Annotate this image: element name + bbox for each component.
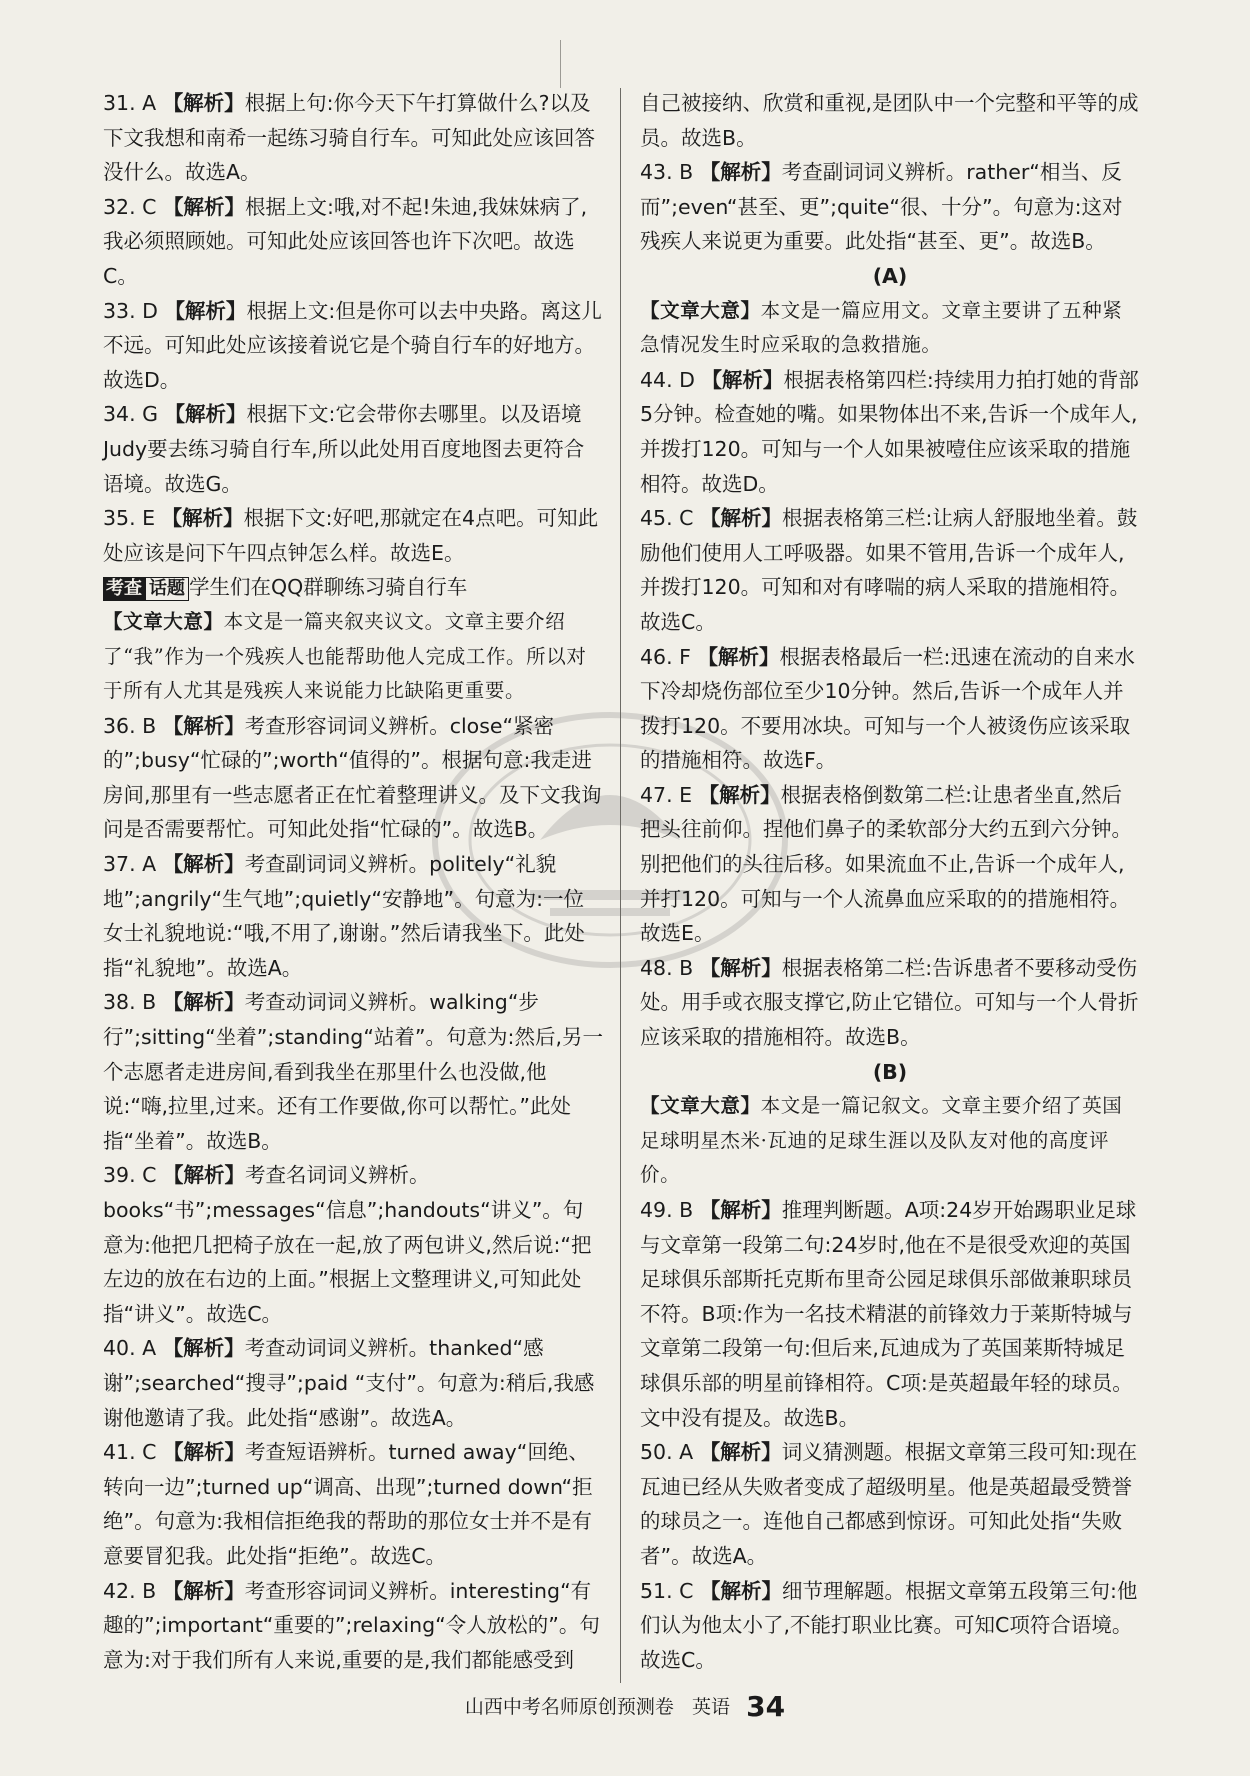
footer-subject: 英语 bbox=[692, 1696, 731, 1718]
analysis-tag: 【解析】 bbox=[162, 713, 245, 738]
page-footer bbox=[0, 1690, 1250, 1723]
analysis-text: 细节理解题。根据文章第五段第三句:他们认为他太小了,不能打职业比赛。可知C项符合语境。故选C。 bbox=[640, 1578, 1138, 1672]
answer-item bbox=[640, 1193, 1140, 1435]
analysis-text: 根据下文:好吧,那就定在4点吧。可知此处应该是问下午四点钟怎么样。故选E。 bbox=[103, 506, 599, 565]
answer-item bbox=[103, 847, 603, 985]
analysis-text: 考查形容词词义辨析。interesting“有趣的”;important“重要的”;relaxing“令人放松的”。句意为:对于我们所有人来说,重要的是,我们都能感受到 bbox=[103, 1578, 600, 1672]
analysis-text: 词义猜测题。根据文章第三段可知:现在瓦迪已经从失败者变成了超级明星。他是英超最受赞誉的球员之一。连他自己都感到惊讶。可知此处指“失败者”。故选A。 bbox=[640, 1440, 1138, 1568]
answer-item bbox=[103, 190, 603, 294]
answer-number: 34. G bbox=[103, 402, 159, 427]
answer-number: 37. A bbox=[103, 852, 157, 877]
column-divider bbox=[620, 88, 621, 1683]
answer-number: 32. C bbox=[103, 194, 157, 219]
analysis-tag: 【解析】 bbox=[699, 1198, 782, 1222]
topic-badge: 考查 bbox=[103, 577, 145, 601]
analysis-tag: 【解析】 bbox=[162, 1578, 245, 1603]
analysis-text: 根据表格倒数第二栏:让患者坐直,然后把头往前仰。捏他们鼻子的柔软部分大约五到六分钟。别把他们的头往后移。如果流血不止,告诉一个成年人,并打120。可知与一个人流鼻血应采取的的措施相符。故选E。 bbox=[640, 782, 1132, 946]
continued-text: 自己被接纳、欣赏和重视,是团队中一个完整和平等的成员。故选B。 bbox=[640, 91, 1139, 150]
analysis-text: 根据上句:你今天下午打算做什么?以及下文我想和南希一起练习骑自行车。可知此处应该回答没什么。故选A。 bbox=[103, 91, 595, 185]
summary-label: 【文章大意】 bbox=[640, 298, 761, 322]
answer-number: 45. C bbox=[640, 506, 694, 531]
analysis-tag: 【解析】 bbox=[699, 1578, 782, 1603]
answer-number: 41. C bbox=[103, 1440, 157, 1465]
summary-text: 本文是一篇夹叙夹议文。文章主要介绍了“我”作为一个残疾人也能帮助他人完成工作。所以对于所有人尤其是残疾人来说能力比缺陷更重要。 bbox=[103, 609, 587, 703]
answer-number: 33. D bbox=[103, 298, 158, 323]
analysis-tag: 【解析】 bbox=[699, 506, 782, 531]
answer-number: 47. E bbox=[640, 782, 693, 807]
answer-number: 38. B bbox=[103, 990, 157, 1015]
analysis-text: 根据下文:它会带你去哪里。以及语境Judy要去练习骑自行车,所以此处用百度地图去更符合语境。故选G。 bbox=[103, 402, 585, 496]
analysis-text: 根据表格最后一栏:迅速在流动的自来水下冷却烧伤部位至少10分钟。然后,告诉一个成年人并拨打120。不要用冰块。可知与一个人被烫伤应该采取的措施相符。故选F。 bbox=[640, 644, 1135, 773]
answer-item bbox=[103, 397, 603, 501]
analysis-text: 根据上文:但是你可以去中央路。离这儿不远。可知此处应该接着说它是个骑自行车的好地方。故选D。 bbox=[103, 298, 602, 392]
answer-number: 50. A bbox=[640, 1440, 694, 1465]
answer-number: 44. D bbox=[640, 367, 695, 392]
answer-item bbox=[103, 1435, 603, 1573]
analysis-text: 考查短语辨析。turned away“回绝、转向一边”;turned up“调高、出现”;turned down“拒绝”。句意为:我相信拒绝我的帮助的那位女士并不是有意要冒犯我。此处指“拒绝”。故选C。 bbox=[103, 1440, 593, 1568]
answer-number: 48. B bbox=[640, 955, 694, 980]
footer-book-title: 山西中考名师原创预测卷 bbox=[464, 1696, 674, 1718]
analysis-tag: 【解析】 bbox=[161, 506, 244, 531]
analysis-text: 根据表格第四栏:持续用力拍打她的背部5分钟。检查她的嘴。如果物体出不来,告诉一个成年人,并拨打120。可知与一个人如果被噎住应该采取的措施相符。故选D。 bbox=[640, 367, 1139, 496]
analysis-tag: 【解析】 bbox=[699, 1440, 782, 1465]
right-column bbox=[640, 86, 1140, 1677]
answer-item bbox=[103, 1574, 603, 1678]
answer-number: 43. B bbox=[640, 160, 694, 185]
answer-item bbox=[640, 501, 1140, 639]
analysis-text: 考查形容词词义辨析。close“紧密的”;busy“忙碌的”;worth“值得的”。根据句意:我走进房间,那里有一些志愿者正在忙着整理讲义。及下文我询问是否需要帮忙。可知此处指“忙碌的”。故选B。 bbox=[103, 713, 602, 842]
answer-number: 42. B bbox=[103, 1578, 157, 1603]
article-summary bbox=[103, 605, 603, 709]
article-summary-a bbox=[640, 294, 1140, 363]
summary-text: 本文是一篇记叙文。文章主要介绍了英国足球明星杰米·瓦迪的足球生涯以及队友对他的高度评价。 bbox=[640, 1094, 1123, 1187]
answer-item bbox=[640, 640, 1140, 778]
analysis-tag: 【解析】 bbox=[162, 1163, 245, 1188]
analysis-tag: 【解析】 bbox=[698, 782, 781, 807]
answer-item bbox=[103, 709, 603, 847]
answer-item bbox=[640, 1574, 1140, 1678]
binding-line bbox=[560, 40, 561, 88]
answer-item bbox=[640, 155, 1140, 259]
analysis-tag: 【解析】 bbox=[162, 852, 245, 877]
analysis-tag: 【解析】 bbox=[699, 955, 782, 980]
analysis-text: 考查名词词义辨析。books“书”;messages“信息”;handouts“讲义”。句意为:他把几把椅子放在一起,放了两包讲义,然后说:“把左边的放在右边的上面。”根据上文整理讲义,可知此处指“讲义”。故选C。 bbox=[103, 1163, 592, 1326]
section-heading-b: (B) bbox=[872, 1059, 908, 1084]
answer-item bbox=[103, 1331, 603, 1435]
article-summary-b bbox=[640, 1089, 1140, 1193]
section-heading-a: (A) bbox=[872, 263, 908, 288]
topic-badge-secondary: 话题 bbox=[145, 577, 189, 601]
answer-item bbox=[640, 951, 1140, 1055]
analysis-tag: 【解析】 bbox=[164, 402, 247, 427]
answer-item bbox=[640, 778, 1140, 951]
analysis-text: 考查副词词义辨析。rather“相当、反而”;even“甚至、更”;quite“很、十分”。句意为:这对残疾人来说更为重要。此处指“甚至、更”。故选B。 bbox=[640, 160, 1123, 254]
topic-text: 学生们在QQ群聊练习骑自行车 bbox=[189, 575, 468, 600]
analysis-text: 考查副词词义辨析。politely“礼貌地”;angrily“生气地”;quietly“安静地”。句意为:一位女士礼貌地说:“哦,不用了,谢谢。”然后请我坐下。此处指“礼貌地”。故选A。 bbox=[103, 852, 585, 980]
summary-label: 【文章大意】 bbox=[640, 1094, 761, 1118]
answer-number: 46. F bbox=[640, 644, 691, 669]
analysis-tag: 【解析】 bbox=[162, 1440, 245, 1465]
answer-item bbox=[103, 294, 603, 398]
answer-number: 39. C bbox=[103, 1163, 157, 1188]
analysis-text: 根据上文:哦,对不起!朱迪,我妹妹病了,我必须照顾她。可知此处应该回答也许下次吧。故选C。 bbox=[103, 194, 588, 288]
answer-number: 31. A bbox=[103, 91, 157, 115]
analysis-tag: 【解析】 bbox=[162, 91, 245, 115]
analysis-tag: 【解析】 bbox=[162, 990, 245, 1015]
analysis-tag: 【解析】 bbox=[701, 367, 784, 392]
answer-number: 51. C bbox=[640, 1578, 694, 1603]
analysis-tag: 【解析】 bbox=[699, 160, 782, 185]
answer-item bbox=[640, 363, 1140, 501]
answer-number: 49. B bbox=[640, 1198, 694, 1222]
summary-label: 【文章大意】 bbox=[103, 609, 224, 633]
left-column bbox=[103, 86, 603, 1677]
analysis-text: 根据表格第三栏:让病人舒服地坐着。鼓励他们使用人工呼吸器。如果不管用,告诉一个成年人,并拨打120。可知和对有哮喘的病人采取的措施相符。故选C。 bbox=[640, 506, 1138, 634]
answer-number: 35. E bbox=[103, 506, 156, 531]
analysis-text: 推理判断题。A项:24岁开始踢职业足球与文章第一段第二句:24岁时,他在不是很受欢迎的英国足球俱乐部斯托克斯布里奇公园足球俱乐部做兼职球员不符。B项:作为一名技术精湛的前锋效力于莱斯特城与文章第二段第一句:但后来,瓦迪成为了英国莱斯特城足球俱乐部的明星前锋相符。C项:是英超最年轻的球员。文中没有提及。故选B。 bbox=[640, 1198, 1137, 1430]
answer-number: 36. B bbox=[103, 713, 157, 738]
answer-number: 40. A bbox=[103, 1336, 157, 1361]
analysis-tag: 【解析】 bbox=[697, 644, 780, 669]
analysis-tag: 【解析】 bbox=[162, 1336, 245, 1361]
answer-item bbox=[103, 1158, 603, 1331]
analysis-tag: 【解析】 bbox=[162, 194, 245, 219]
answer-item bbox=[103, 86, 603, 190]
page-number: 34 bbox=[746, 1690, 786, 1723]
summary-text: 本文是一篇应用文。文章主要讲了五种紧急情况发生时应采取的急救措施。 bbox=[640, 298, 1123, 357]
topic-line bbox=[103, 570, 603, 605]
analysis-tag: 【解析】 bbox=[164, 298, 247, 323]
answer-item bbox=[103, 501, 603, 570]
analysis-text: 考查动词词义辨析。walking“步行”;sitting“坐着”;standing“站着”。句意为:然后,另一个志愿者走进房间,看到我坐在那里什么也没做,他说:“嗨,拉里,过来。还有工作要做,你可以帮忙。”此处指“坐着”。故选B。 bbox=[103, 990, 603, 1153]
analysis-text: 考查动词词义辨析。thanked“感谢”;searched“搜寻”;paid “支付”。句意为:稍后,我感谢他邀请了我。此处指“感谢”。故选A。 bbox=[103, 1336, 595, 1430]
analysis-text: 根据表格第二栏:告诉患者不要移动受伤处。用手或衣服支撑它,防止它错位。可知与一个人骨折应该采取的措施相符。故选B。 bbox=[640, 955, 1139, 1050]
answer-item bbox=[640, 1435, 1140, 1573]
answer-item bbox=[103, 985, 603, 1158]
